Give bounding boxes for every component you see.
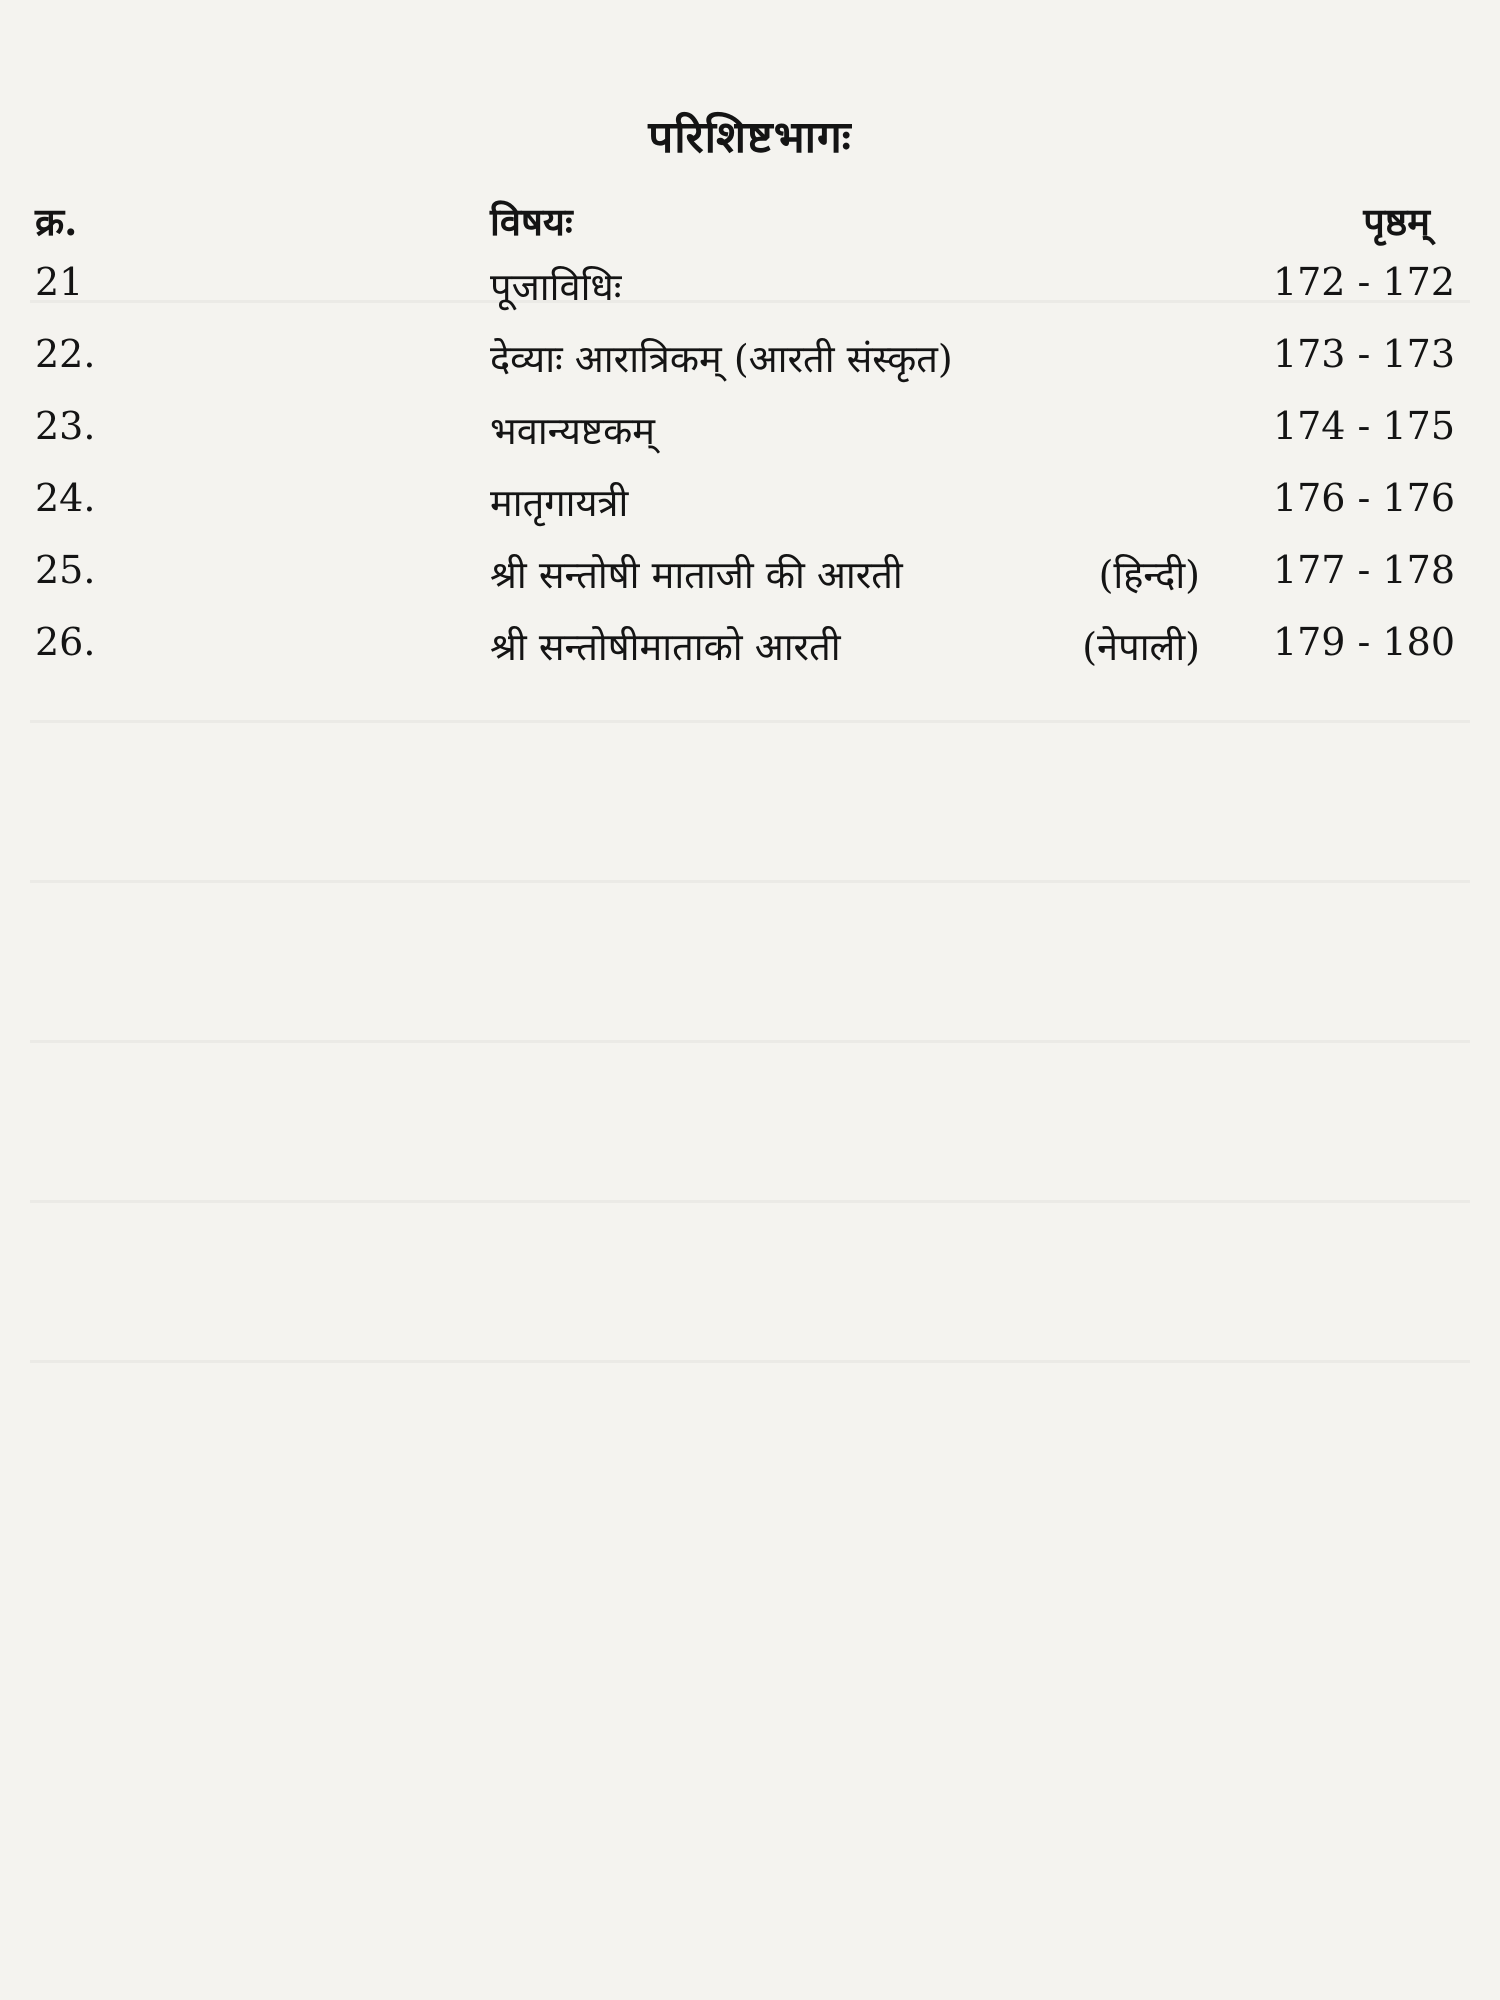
entry-subject: श्री सन्तोषीमाताको आरती <box>490 625 841 669</box>
column-header-page: पृष्ठम् <box>1363 199 1430 244</box>
bleed-through-line <box>30 880 1470 883</box>
toc-row <box>0 620 1500 680</box>
bleed-through-line <box>30 1360 1470 1363</box>
entry-language: (हिन्दी) <box>1098 553 1200 597</box>
entry-subject: पूजाविधिः <box>490 265 622 309</box>
entry-number: 24. <box>35 476 96 520</box>
column-header-number: क्र. <box>35 199 78 244</box>
entry-subject: भवान्यष्टकम् <box>490 409 656 453</box>
entry-subject: देव्याः आरात्रिकम् (आरती संस्कृत) <box>490 337 953 381</box>
entry-number: 22. <box>35 332 96 376</box>
entry-pages: 174 - 175 <box>1272 404 1455 448</box>
entry-pages: 172 - 172 <box>1272 260 1455 304</box>
toc-row <box>0 548 1500 608</box>
entry-pages: 173 - 173 <box>1272 332 1455 376</box>
entry-number: 26. <box>35 620 96 664</box>
bleed-through-line <box>30 720 1470 723</box>
entry-number: 25. <box>35 548 96 592</box>
entry-pages: 176 - 176 <box>1272 476 1455 520</box>
toc-row <box>0 404 1500 464</box>
entry-subject: मातृगायत्री <box>490 481 629 525</box>
entry-subject: श्री सन्तोषी माताजी की आरती <box>490 553 903 597</box>
entry-number: 21 <box>35 260 84 304</box>
entry-language: (नेपाली) <box>1082 625 1200 669</box>
toc-row <box>0 260 1500 320</box>
entry-number: 23. <box>35 404 96 448</box>
toc-row <box>0 476 1500 536</box>
column-header-subject: विषयः <box>490 199 573 244</box>
entry-pages: 179 - 180 <box>1272 620 1455 664</box>
page-title: परिशिष्टभागः <box>648 112 852 163</box>
entry-pages: 177 - 178 <box>1272 548 1455 592</box>
toc-row <box>0 332 1500 392</box>
bleed-through-line <box>30 1040 1470 1043</box>
bleed-through-line <box>30 1200 1470 1203</box>
